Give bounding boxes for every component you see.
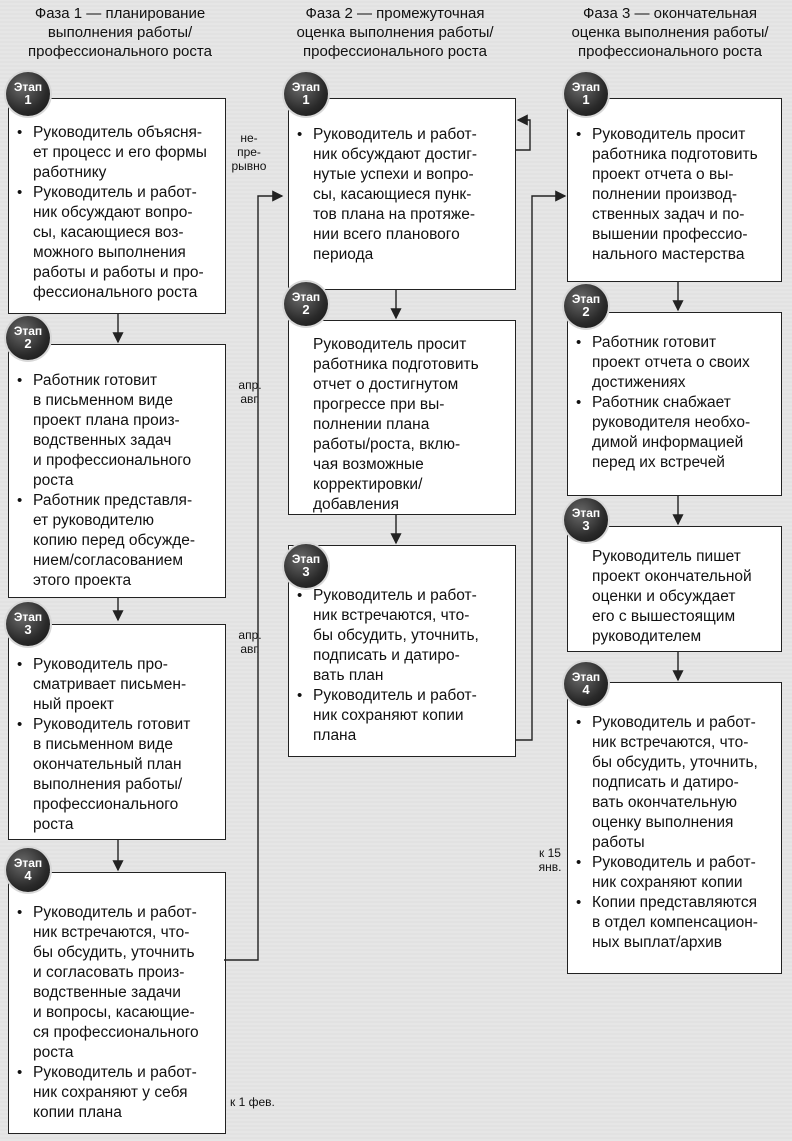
list-item: • Руководитель про- сматривает письмен- ный проект: [9, 655, 225, 715]
stage-badge-p1-2: Этап 2: [6, 316, 50, 360]
arrow-p2-loop: [516, 120, 530, 150]
list-item: • Руководитель объясня- ет процесс и его формы работнику: [9, 123, 225, 183]
list-item: • Руководитель и работ- ник обсуждают вопро- сы, касающиеся воз- можного выполнения работы и работы и про- фессионального роста: [9, 183, 225, 303]
phase-1-title: Фаза 1 — планирование выполнения работы/ профессионального роста: [28, 5, 212, 60]
arrow-p2-to-p3: [516, 196, 565, 740]
note-feb-1: к 1 фев.: [230, 1095, 275, 1109]
note-apr-aug-2: апр. авг.: [238, 628, 262, 656]
stage-text: Руководитель просит работника подготовить отчет о достигнутом прогрессе при вы- полнении плана работы/роста, вклю- чая возможные корректировки/ добавления: [313, 336, 479, 513]
note-continuous: не- пре- рывно: [231, 131, 267, 173]
stage-badge-p1-1: Этап 1: [6, 72, 50, 116]
list-item: • Руководитель и работ- ник встречаются, что- бы обсудить, уточнить, подписать и датиро- вать план: [289, 586, 515, 686]
stage-text: Руководитель пишет проект окончательной оценки и обсуждает его с вышестоящим руководителем: [592, 548, 752, 645]
stage-badge-p1-4: Этап 4: [6, 848, 50, 892]
list-item: • Копии представляются в отдел компенсацион- ных выплат/архив: [568, 893, 781, 953]
stage-badge-p2-3: Этап 3: [284, 544, 328, 588]
list-item: • Работник готовит проект отчета о своих достижениях: [568, 333, 781, 393]
list-item: • Руководитель готовит в письменном виде окончательный план выполнения работы/ профессионального роста: [9, 715, 225, 835]
list-item: • Руководитель и работ- ник встречаются, что- бы обсудить, уточнить, подписать и датиро- вать окончательную оценку выполнения работы: [568, 713, 781, 853]
list-item: • Руководитель и работ- ник обсуждают достиг- нутые успехи и вопро- сы, касающиеся пунк- тов плана на протяже- нии всего планового периода: [289, 125, 515, 265]
list-item: • Руководитель и работ- ник сохраняют копии плана: [289, 686, 515, 746]
stage-badge-p3-4: Этап 4: [564, 662, 608, 706]
stage-badge-p3-2: Этап 2: [564, 284, 608, 328]
stage-badge-p1-3: Этап 3: [6, 602, 50, 646]
list-item: • Руководитель просит работника подготовить проект отчета о вы- полнении производ- ственных задач и по- вышении профессио- нального мастерства: [568, 125, 781, 265]
stage-badge-p3-1: Этап 1: [564, 72, 608, 116]
list-item: • Руководитель и работ- ник встречаются, что- бы обсудить, уточнить и согласовать произ- водственные задачи и вопросы, касающие- ся профессионального роста: [9, 903, 225, 1063]
stage-badge-p2-2: Этап 2: [284, 282, 328, 326]
phase-2-title: Фаза 2 — промежуточная оценка выполнения работы/ профессионального роста: [296, 5, 494, 60]
stage-badge-p2-1: Этап 1: [284, 72, 328, 116]
list-item: • Руководитель и работ- ник сохраняют у себя копии плана: [9, 1063, 225, 1123]
phase-3-title: Фаза 3 — окончательная оценка выполнения работы/ профессионального роста: [571, 5, 769, 60]
list-item: • Работник снабжает руководителя необхо- димой информацией перед их встречей: [568, 393, 781, 473]
list-item: • Руководитель и работ- ник сохраняют копии: [568, 853, 781, 893]
list-item: • Работник готовит в письменном виде проект плана произ- водственных задач и профессионального роста: [9, 371, 225, 491]
note-jan-15: к 15 янв.: [538, 846, 562, 874]
list-item: • Работник представля- ет руководителю копию перед обсужде- нием/согласованием этого проекта: [9, 491, 225, 591]
note-apr-aug-1: апр. авг.: [238, 378, 262, 406]
arrow-p1-to-p2: [224, 196, 282, 960]
stage-badge-p3-3: Этап 3: [564, 498, 608, 542]
